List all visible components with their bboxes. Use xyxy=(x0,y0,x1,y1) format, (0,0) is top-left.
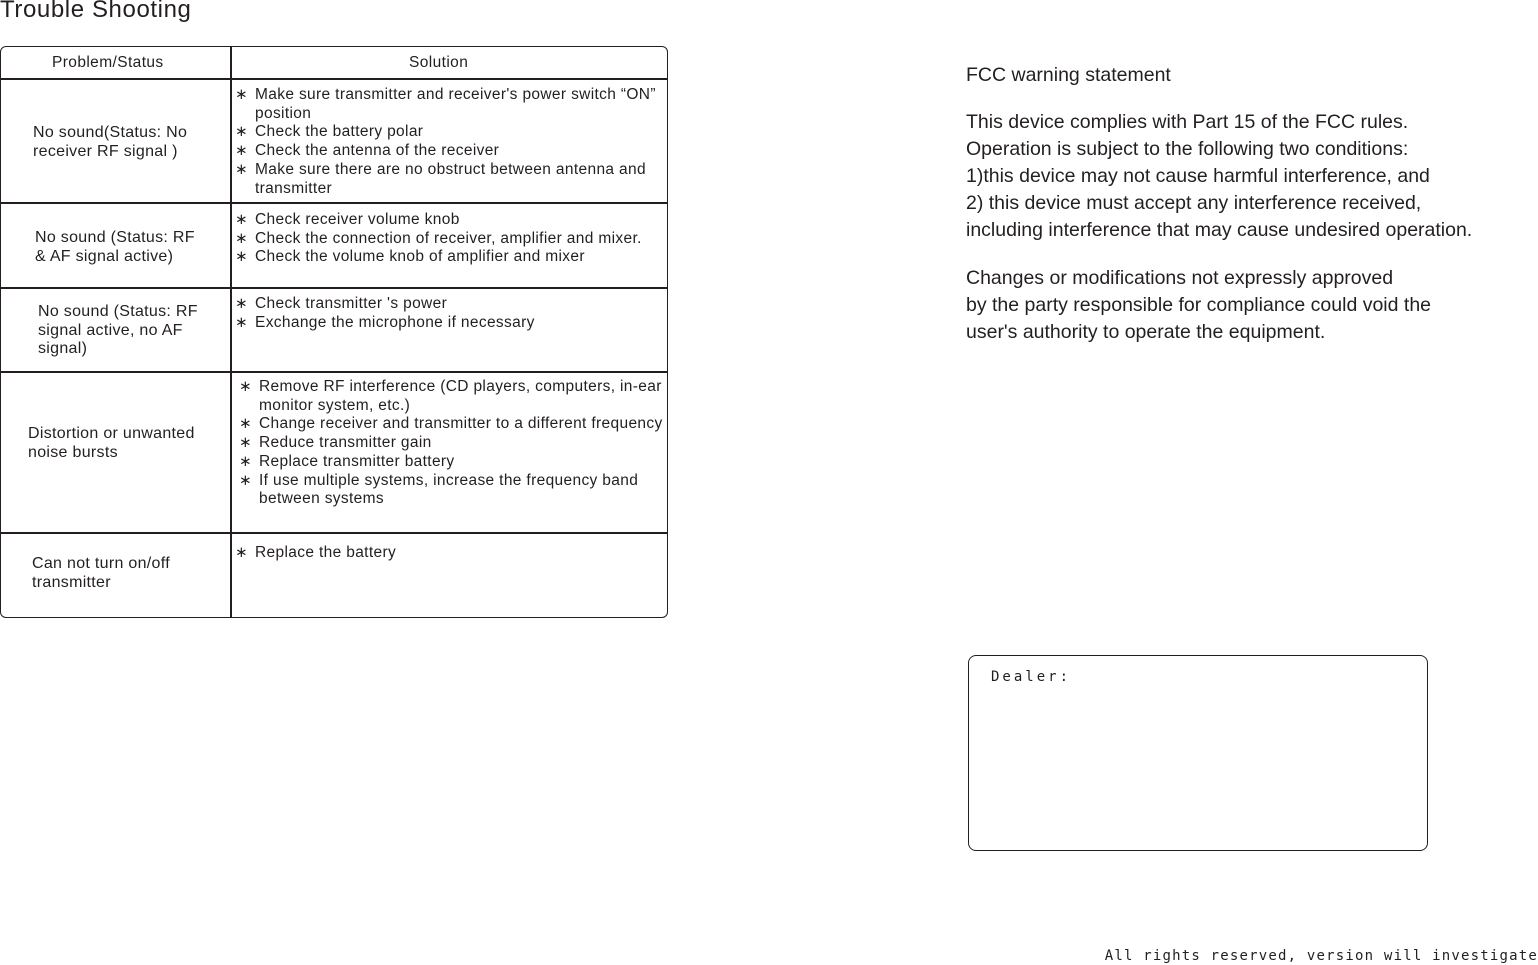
problem-cell: No sound (Status: RF signal active, no AF signal) xyxy=(38,303,198,357)
solution-item: ∗ Replace transmitter battery xyxy=(239,452,455,470)
problem-cell: No sound (Status: RF & AF signal active) xyxy=(35,229,195,265)
solution-item: ∗ Check the battery polar xyxy=(235,123,424,141)
troubleshooting-table xyxy=(0,46,668,618)
solution-item: ∗ Make sure there are no obstruct between antenna and transmitter xyxy=(235,160,646,197)
fcc-compliance-paragraph: This device complies with Part 15 of the FCC rules. Operation is subject to the following two conditions: 1)this device may not cause harmful interference, and 2) this device must accept any interference received, including interference that may cause undesired operation. xyxy=(966,111,1473,241)
solution-list xyxy=(235,86,665,198)
solution-item: ∗ Check the connection of receiver, amplifier and mixer. xyxy=(235,229,642,247)
solution-item: ∗ Make sure transmitter and receiver's power switch “ON” position xyxy=(235,86,656,122)
asterisk-bullet-icon: ∗ xyxy=(235,313,248,331)
footer-note: All rights reserved, version will investigate xyxy=(1104,948,1538,964)
solution-item: ∗ Check the volume knob of amplifier and mixer xyxy=(235,248,585,266)
solution-item: ∗ Replace the battery xyxy=(235,544,397,561)
solution-item: ∗ Change receiver and transmitter to a different frequency xyxy=(239,415,663,433)
asterisk-bullet-icon: ∗ xyxy=(239,415,252,433)
solution-item: ∗ Exchange the microphone if necessary xyxy=(235,313,535,331)
page-title: Trouble Shooting xyxy=(0,0,192,23)
asterisk-bullet-icon: ∗ xyxy=(235,160,248,178)
asterisk-bullet-icon: ∗ xyxy=(235,295,248,312)
row-divider xyxy=(1,371,667,373)
solution-list xyxy=(235,544,655,563)
problem-cell: Can not turn on/off transmitter xyxy=(32,555,170,591)
asterisk-bullet-icon: ∗ xyxy=(235,544,248,561)
problem-column-header: Problem/Status xyxy=(52,54,164,71)
fcc-heading: FCC warning statement xyxy=(966,64,1171,86)
solution-column-header: Solution xyxy=(409,54,469,71)
solution-list xyxy=(235,211,650,267)
fcc-modification-paragraph: Changes or modifications not expressly approved by the party responsible for compliance could void the user's authority to operate the equipment. xyxy=(966,267,1432,343)
asterisk-bullet-icon: ∗ xyxy=(235,248,248,266)
asterisk-bullet-icon: ∗ xyxy=(235,86,248,103)
problem-cell: No sound(Status: No receiver RF signal ) xyxy=(33,124,188,160)
dealer-label: Dealer: xyxy=(991,669,1072,685)
solution-list xyxy=(239,378,664,509)
asterisk-bullet-icon: ∗ xyxy=(239,378,252,395)
asterisk-bullet-icon: ∗ xyxy=(235,123,248,141)
asterisk-bullet-icon: ∗ xyxy=(235,142,248,160)
asterisk-bullet-icon: ∗ xyxy=(235,229,248,247)
asterisk-bullet-icon: ∗ xyxy=(239,471,252,489)
row-divider xyxy=(1,287,667,289)
solution-item: ∗ If use multiple systems, increase the frequency band between systems xyxy=(239,471,639,508)
solution-item: ∗ Remove RF interference (CD players, computers, in-ear monitor system, etc.) xyxy=(239,378,662,414)
dealer-box xyxy=(968,655,1428,851)
solution-list xyxy=(235,295,655,332)
row-divider xyxy=(1,202,667,204)
asterisk-bullet-icon: ∗ xyxy=(235,211,248,228)
asterisk-bullet-icon: ∗ xyxy=(239,434,252,452)
solution-item: ∗ Check the antenna of the receiver xyxy=(235,142,500,160)
problem-cell: Distortion or unwanted noise bursts xyxy=(28,425,195,461)
row-divider xyxy=(1,78,667,80)
solution-item: ∗ Check transmitter 's power xyxy=(235,295,448,312)
asterisk-bullet-icon: ∗ xyxy=(239,452,252,470)
row-divider xyxy=(1,532,667,534)
solution-item: ∗ Reduce transmitter gain xyxy=(239,434,432,452)
solution-item: ∗ Check receiver volume knob xyxy=(235,211,460,228)
